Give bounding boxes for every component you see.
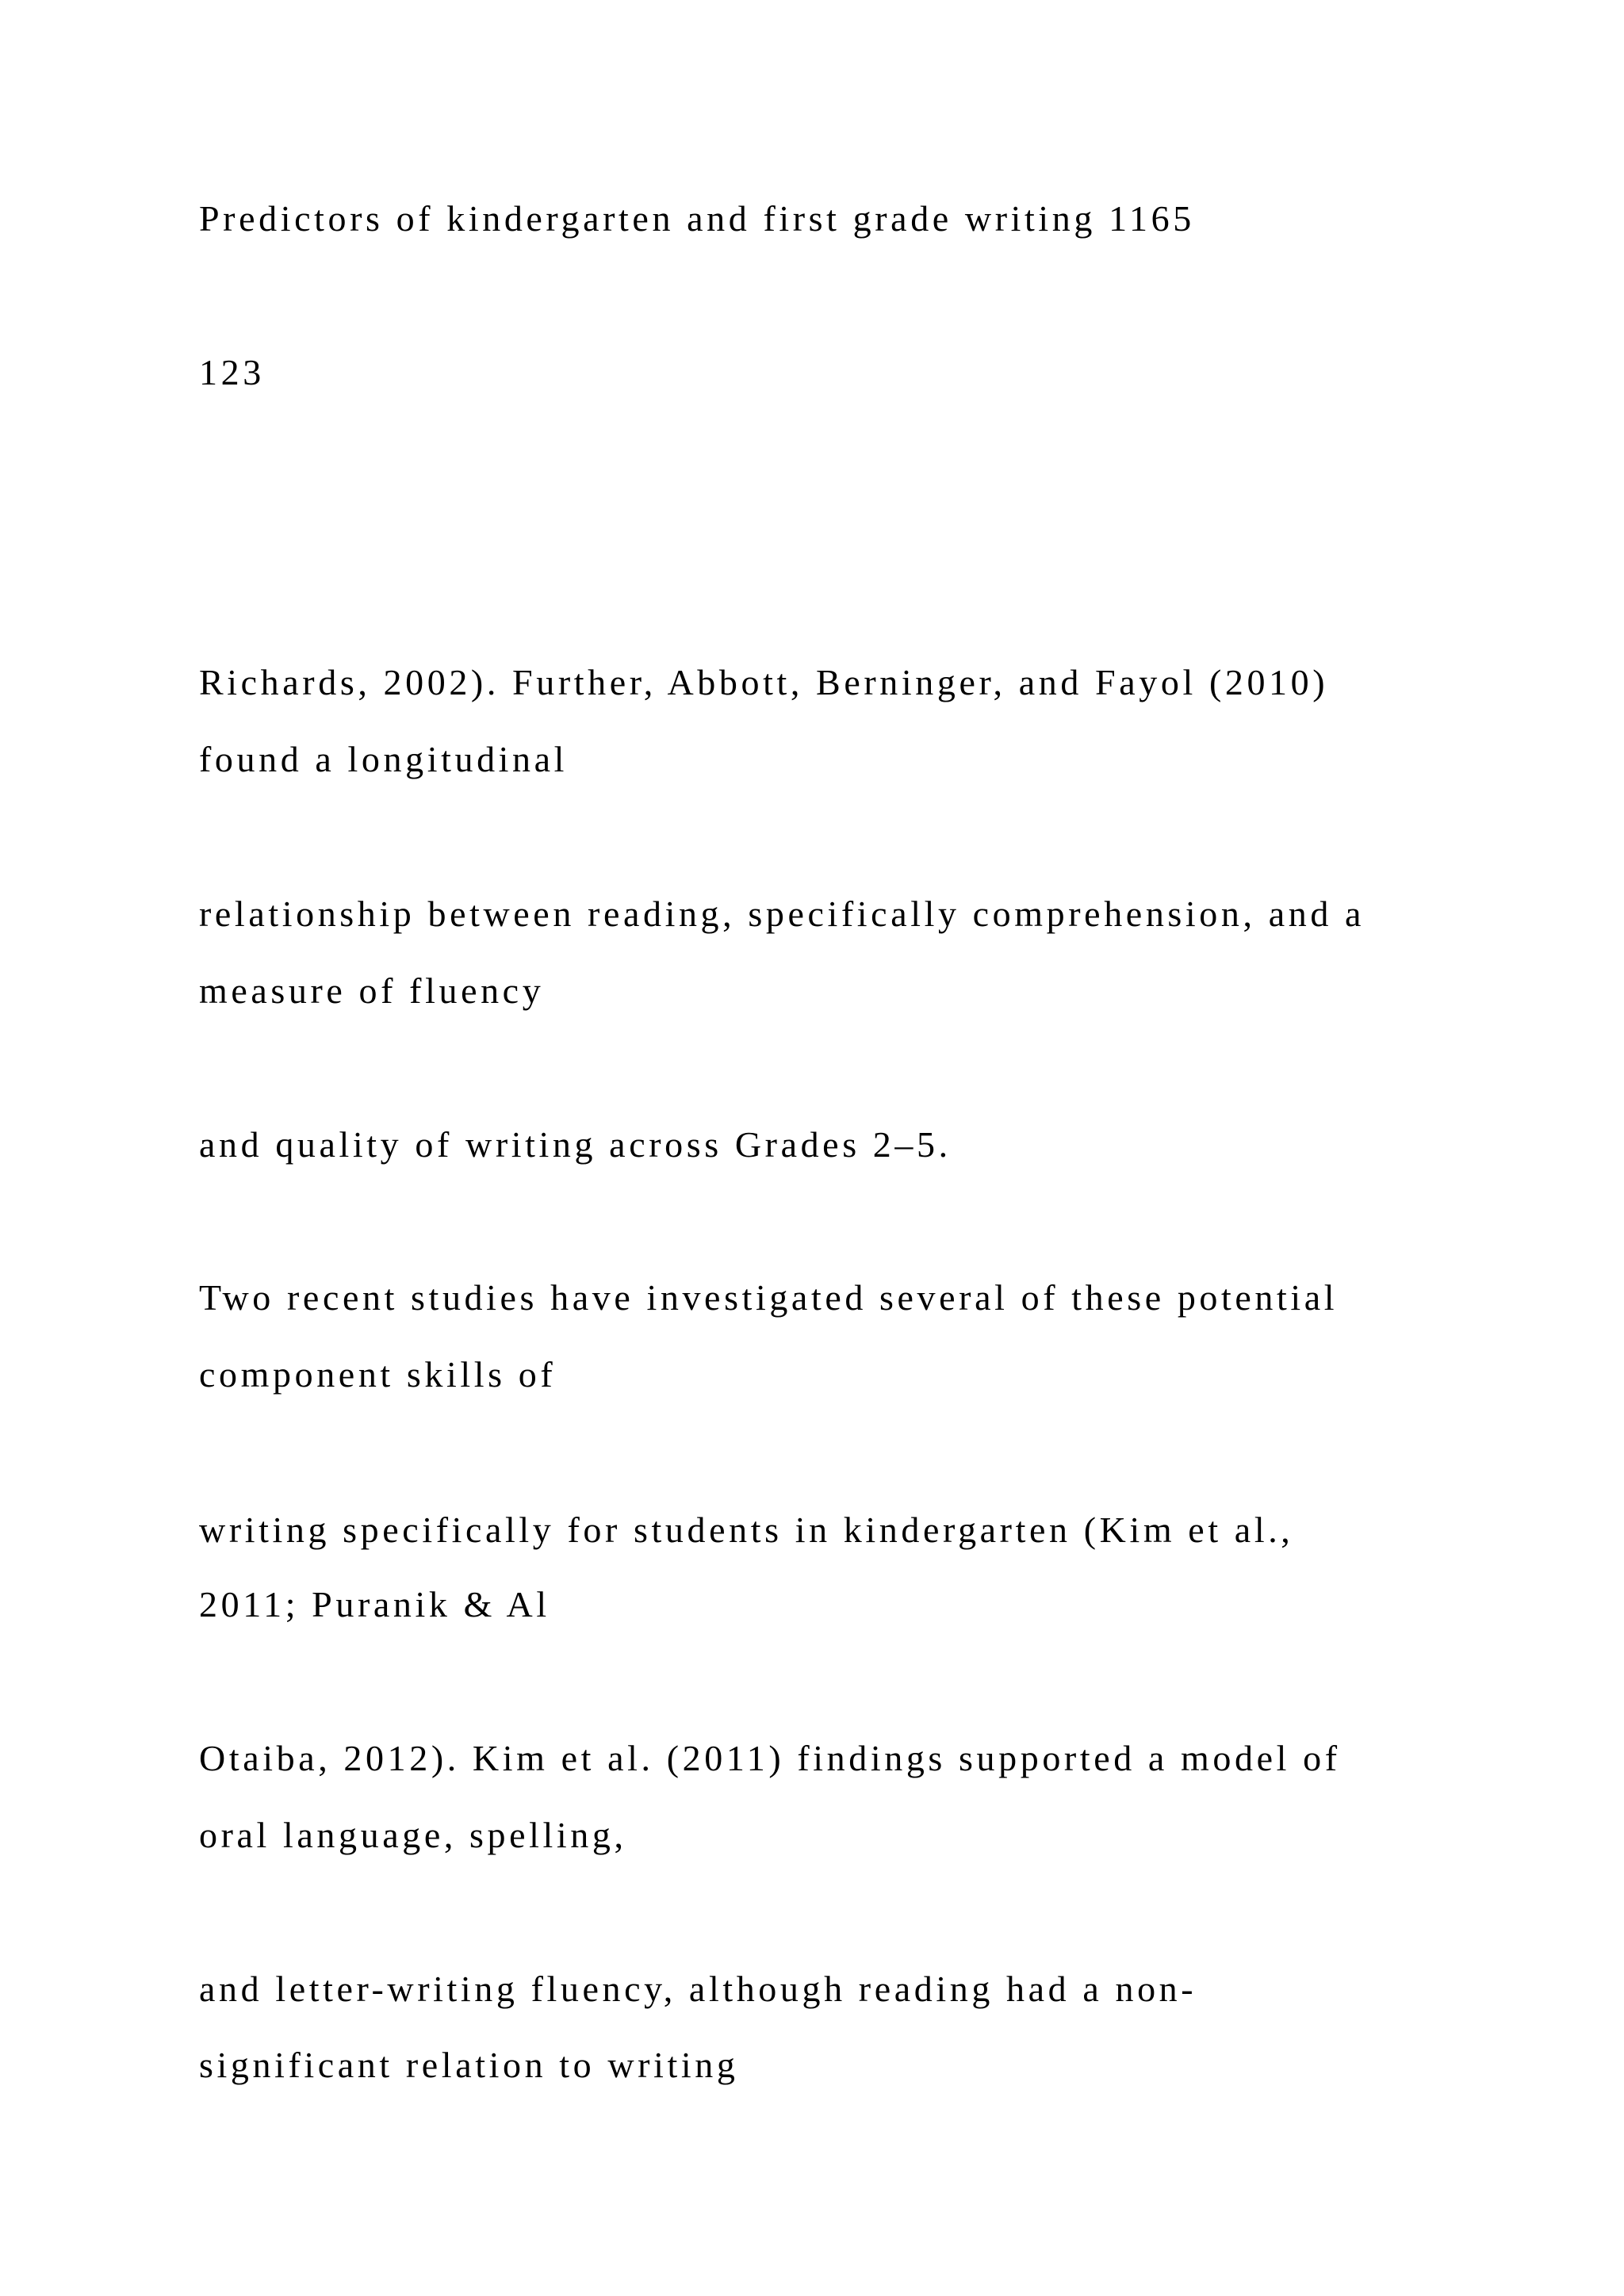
text-line: 2011; Puranik & Al — [199, 1584, 550, 1624]
text-line: writing specifically for students in kindergarten (Kim et al., — [199, 1510, 1294, 1550]
text-line: measure of fluency — [199, 970, 545, 1011]
text-line: Richards, 2002). Further, Abbott, Berninger, and Fayol (2010) — [199, 662, 1329, 702]
text-line: oral language, spelling, — [199, 1815, 627, 1855]
text-line: and letter-writing fluency, although reading had a non- — [199, 1969, 1197, 2009]
text-line: component skills of — [199, 1354, 557, 1395]
text-line: Two recent studies have investigated several of these potential — [199, 1277, 1339, 1318]
journal-mark: 123 — [199, 352, 265, 392]
text-line: Otaiba, 2012). Kim et al. (2011) findings supported a model of — [199, 1738, 1341, 1778]
text-line: significant relation to writing — [199, 2045, 739, 2085]
running-title: Predictors of kindergarten and first grade writing 1165 — [199, 198, 1195, 239]
text-line: relationship between reading, specifically comprehension, and a — [199, 894, 1365, 934]
text-line: and quality of writing across Grades 2–5. — [199, 1124, 952, 1165]
text-line: found a longitudinal — [199, 739, 569, 779]
